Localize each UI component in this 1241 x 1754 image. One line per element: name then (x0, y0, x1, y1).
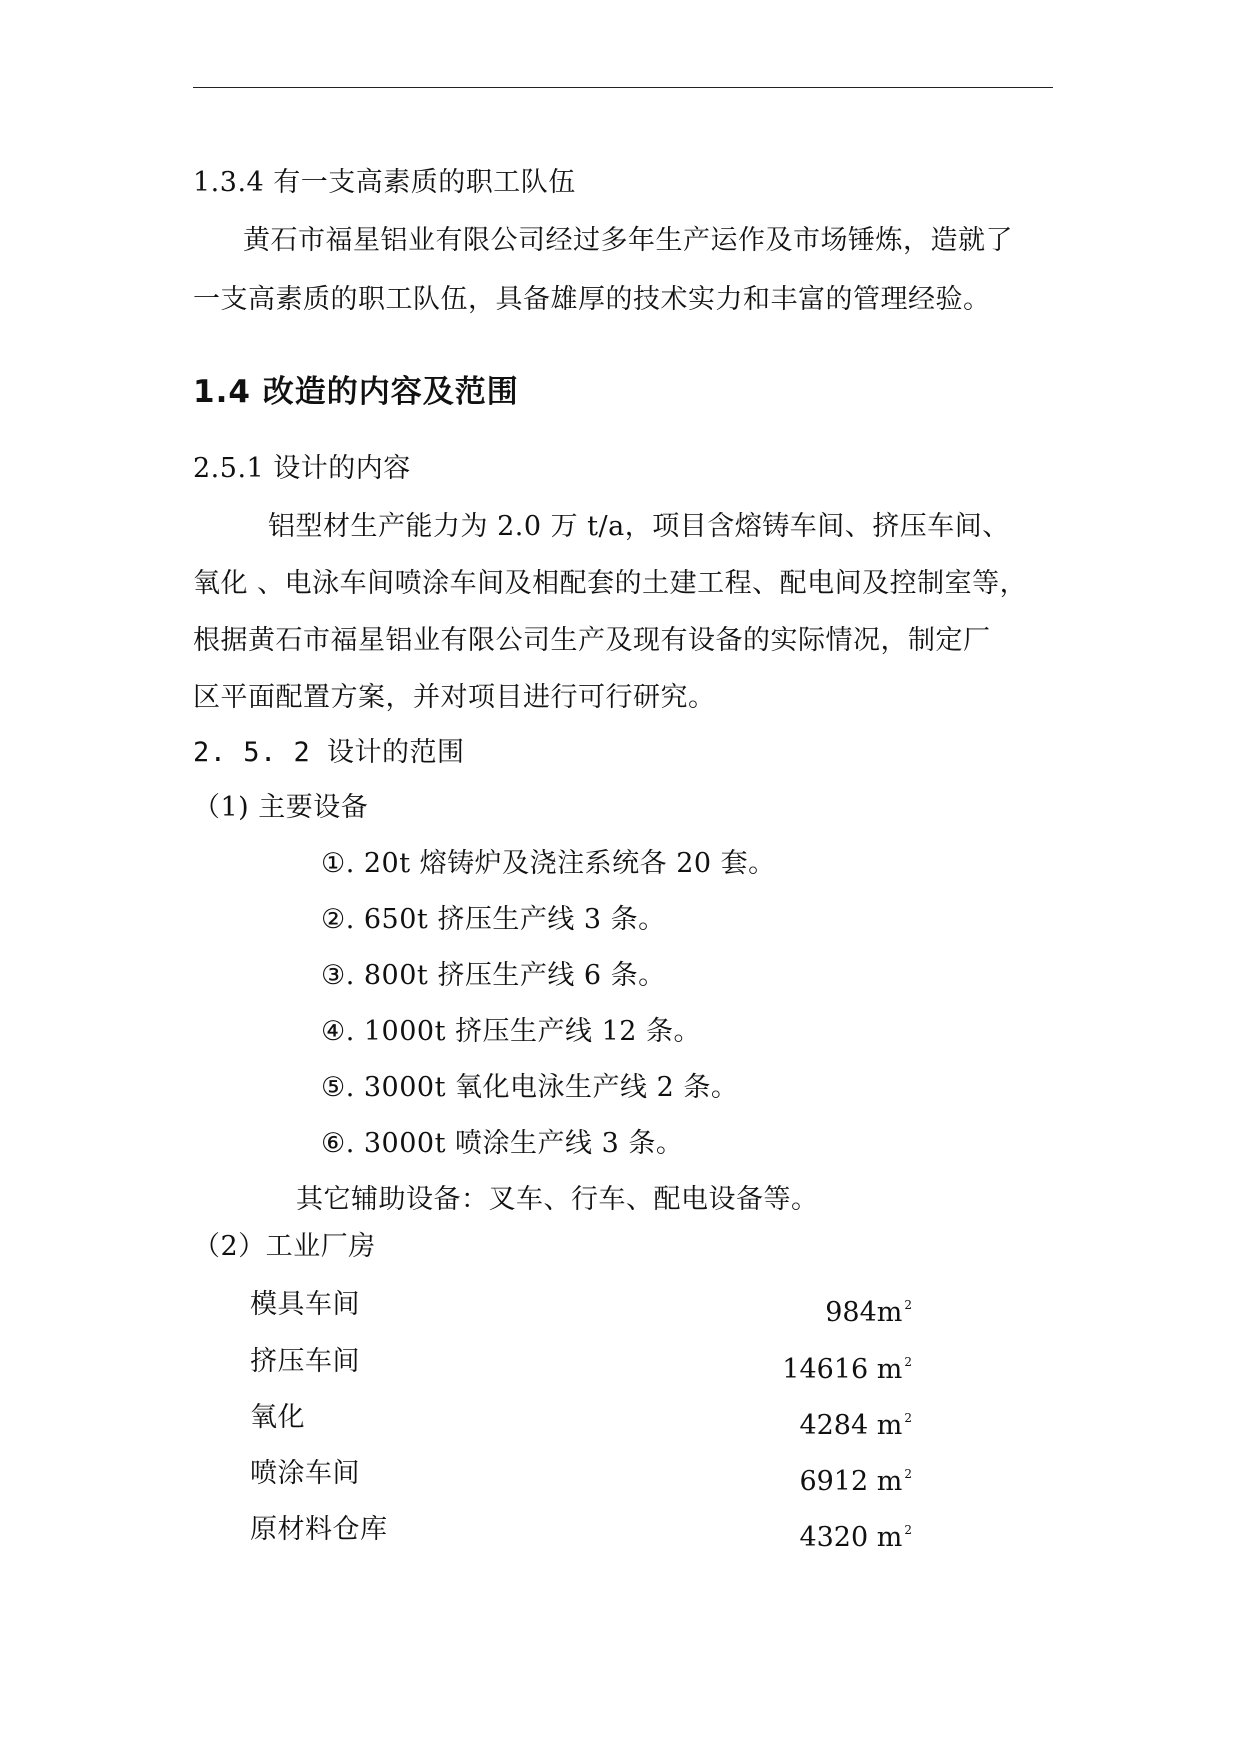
workshop-area: 14616 m $^2$ (782, 1354, 912, 1385)
workshop-name: 原材料仓库 (250, 1514, 388, 1545)
equipment-item: ⑤. 3000t 氧化电泳生产线 2 条。 (321, 1072, 739, 1103)
equipment-item: ③. 800t 挤压生产线 6 条。 (321, 960, 666, 991)
workshop-area: 4284 m $^2$ (799, 1410, 912, 1441)
section-2-5-1-paragraph-line-1: 铝型材生产能力为 2.0 万 t/a，项目含熔铸车间、挤压车间、 (268, 511, 1010, 542)
section-2-5-1-heading: 2.5.1 设计的内容 (193, 453, 411, 484)
header-rule (193, 87, 1053, 88)
workshop-name: 氧化 (250, 1402, 305, 1433)
equipment-item: ④. 1000t 挤压生产线 12 条。 (321, 1016, 702, 1047)
section-1-3-4-heading: 1.3.4 有一支高素质的职工队伍 (193, 167, 576, 198)
equipment-item: ②. 650t 挤压生产线 3 条。 (321, 904, 666, 935)
section-2-5-2-heading: 2. 5. 2 设计的范围 (193, 737, 465, 768)
section-1-3-4-paragraph-line-2: 一支高素质的职工队伍，具备雄厚的技术实力和丰富的管理经验。 (193, 284, 991, 315)
section-1-3-4-paragraph-line-1: 黄石市福星铝业有限公司经过多年生产运作及市场锤炼，造就了 (243, 225, 1013, 256)
workshop-area: 6912 m $^2$ (799, 1466, 912, 1497)
section-2-5-1-paragraph-line-4: 区平面配置方案，并对项目进行可行研究。 (193, 682, 716, 713)
section-1-4-heading: 1.4 改造的内容及范围 (193, 374, 519, 410)
workshop-name: 喷涂车间 (250, 1458, 360, 1489)
equipment-item: ①. 20t 熔铸炉及浇注系统各 20 套。 (321, 848, 776, 879)
auxiliary-equipment: 其它辅助设备：叉车、行车、配电设备等。 (296, 1184, 819, 1215)
equipment-heading: （1) 主要设备 (193, 792, 369, 823)
workshop-heading: （2）工业厂房 (193, 1231, 376, 1262)
workshop-area: 984m $^2$ (825, 1297, 912, 1328)
section-2-5-1-paragraph-line-3: 根据黄石市福星铝业有限公司生产及现有设备的实际情况，制定厂 (193, 625, 991, 656)
workshop-name: 模具车间 (250, 1289, 360, 1320)
workshop-name: 挤压车间 (250, 1346, 360, 1377)
section-2-5-1-paragraph-line-2: 氧化 、电泳车间喷涂车间及相配套的土建工程、配电间及控制室等， (193, 568, 1028, 599)
workshop-area: 4320 m $^2$ (799, 1522, 912, 1553)
equipment-item: ⑥. 3000t 喷涂生产线 3 条。 (321, 1128, 684, 1159)
